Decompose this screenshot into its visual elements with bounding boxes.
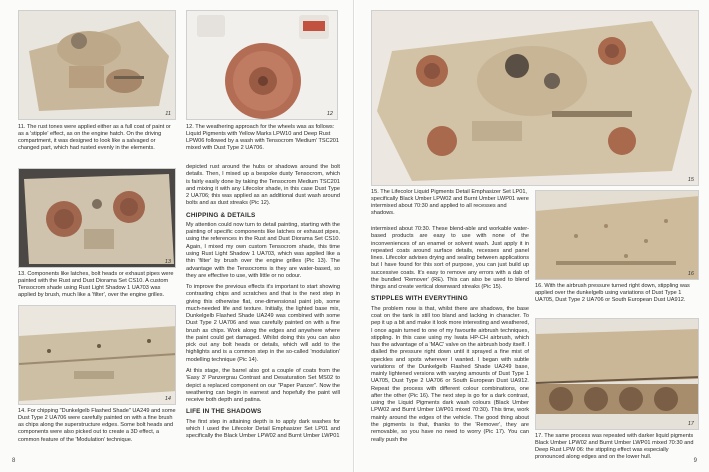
caption-12: 12. The weathering approach for the wheels was as follows: Liquid Pigments with Yellow Marks LPW10 and Deep Rust LPW06 followed by a wash with Tensocrom 'Medium' TSC201 mixed with Dust Type 2 UA706.: [186, 124, 340, 152]
tank-top-image: [372, 11, 699, 186]
photo-number: 11: [165, 111, 171, 117]
right-page: [355, 0, 709, 472]
engine-deck-image: [19, 169, 176, 268]
photo-number: 14: [164, 396, 171, 402]
hull-side-image: [19, 306, 176, 405]
lower-hull-image: [536, 319, 699, 430]
right-body-column: [371, 226, 529, 448]
section-heading: LIFE IN THE SHADOWS: [186, 408, 262, 416]
photo-11: [18, 10, 176, 120]
body-paragraph: My attention could now turn to detail painting, starting with the painting of specific components like latches or exhaust pipes, using the references in the Rust and Dust Diorama Set CS10. Again, I mixed my own custom Tensocrom shade, this time using Rust Light Shadow 1 UA703, which was applied like a thin 'filter' by brush over the engine grilles (Pic 13). The advantage with the Tensocroms is they are water-based, so they are effective to use, with little or no odour.: [186, 221, 340, 279]
body-paragraph: The first step in attaining depth is to apply dark washes for which I used the Lifecolor Detail Emphasizer Set LP01 and specifically the Black Umber LPW02 and Burnt Umber LWP01: [186, 418, 340, 440]
left-body-column: [186, 164, 340, 444]
photo-number: 16: [687, 271, 694, 277]
photo-number: 13: [164, 259, 171, 265]
caption-16: 16. With the airbrush pressure turned right down, stippling was applied over the dunkelgelb using variations of Dust Type 1 UA705, Dust Type 2 UA706 or South European Dust UA912.: [535, 283, 690, 304]
section-heading: STIPPLES WITH EVERYTHING: [371, 295, 468, 303]
stipple-detail-image: [536, 191, 699, 280]
wheel-image: [187, 11, 338, 120]
page-number: 9: [693, 458, 697, 464]
photo-13: [18, 168, 176, 268]
section-heading: CHIPPING & DETAILS: [186, 211, 256, 219]
photo-number: 15: [687, 177, 694, 183]
photo-number: 17: [687, 421, 694, 427]
left-page: [0, 0, 354, 472]
body-paragraph: To improve the previous effects it's important to start showing contrasting chips and scratches and that is the next step in giving this otherwise flat, one-dimensional paint job, some much-needed life and texture. Initially, the lighted base mix, Dunkelgelb Flashed Shade UA249 was combined with some Dust Type 2 UA706 and was carefully painted on with a fine brush as chips. Work along the edges and anywhere where the paint could get damaged. Whilst doing this you can also pick out any bolt heads or details, which will add to the highlights and is a common step in the so-called 'modulation' modelling technique (Pic 14).: [186, 284, 340, 363]
caption-14: 14. For chipping "Dunkelgelb Flashed Shade" UA249 and some Dust Type 2 UA706 were carefully painted on with a fine brush as chips along the superstructure edges. Some bolt heads and components were also picked out to create a 3D effect, a common feature of the 'Modulation' technique.: [18, 408, 176, 443]
body-paragraph: At this stage, the barrel also got a couple of coats from the 'Easy 3' Panzergrau Contrast and Desaturation Set MS02 to depict a replaced component on our "Paper Panzer". Now the weathering can begin in earnest and hopefully the paint will receive both depth and patina.: [186, 367, 340, 404]
photo-17: [535, 318, 699, 430]
body-paragraph: depicted rust around the hubs or shadows around the bolt details. Then, I mixed up a bespoke dusty Tensocrom, which is fairly easily done by taking the Tensocrom Medium TSC201 and mixing it with any Lifecolor shade, in this case Dust Type 2 UA706; this was applied as an additional dust wash around bolts and as dust streaks (Pic 12).: [186, 164, 340, 207]
caption-17: 17. The same process was repeated with darker liquid pigments Black Umber LPW02 and Burnt Umber LWP01 mixed 70:30 and Deep Rust LPW 06: the stippling effect was especially pronounced along edges and on the lower hull.: [535, 433, 694, 461]
photo-15: [371, 10, 699, 186]
photo-14: [18, 305, 176, 405]
photo-12: [186, 10, 338, 120]
photo-number: 12: [326, 111, 333, 117]
body-paragraph: The problem now is that, whilst there are shadows, the base coat on the tank is still too bland and lacking in character. To pep it up a bit and make it look more interesting and weathered, I once again turned to one of my favourite airbrush techniques, stippling. In this case using my Iwata HP-CH airbrush, which has the advantage of a 'MAC' valve on the airbrush body itself. I dialled the pressure right down until it sprayed a fine mist of speckles and spots wherever I wanted. I began with subtle variations of the Dunkelgelb Flashed Shade UA249 base, mainly lightened versions with varying amounts of Dust Type 1 UA705, Dust Type 2 UA706 or South European Dust UA912. Repeat the process with different colour combinations, one after the other (Pic 16). The next step is go for a dark contrast, using the Liquid Pigments dark wash colours (Black Umber LPW02 and Burnt Umber LWP01 mixed 70:30). This time, work mainly around the edges of the vehicle. The good thing about the pigments is that, thanks to the 'Remover', they are removable, so you have no need to worry (Pic 17). You can really push the: [371, 305, 529, 443]
caption-15: 15. The Lifecolor Liquid Pigments Detail Emphasizer Set LP01, specifically Black Umber LPW02 and Burnt Umber LWP01 were intermixed about 70:30 and applied to all recesses and shadows.: [371, 189, 529, 217]
body-paragraph: intermixed about 70:30. These blend-able and workable water-based products are easy to use with none of the inconveniences of an enamel or solvent wash. Just apply it in repeated coats around surface details, recesses and panel lines. Lifecolor advises drying and sealing between applications but I have found for this sort of purpose, you can just build up successive coats. It's easy to remove any errors with a dab of the bundled 'Remover' (RE). This can also be used to blend things and create vertical downward streaks (Pic 15).: [371, 226, 529, 291]
page-number: 8: [12, 458, 16, 464]
caption-11: 11. The rust tones were applied either as a full coat of paint or as a 'stipple' effect, as on the engine hatch. On the driving compartment, it was designed to look like a salvaged or changed part, which had rusted evenly in the elements.: [18, 124, 171, 152]
caption-13: 13. Components like latches, bolt heads or exhaust pipes were painted with the Rust and Dust Diorama Set CS10. A custom Tensocrom shade using Rust Light Shadow 1 UA703 was applied by brush, much like a 'filter', over the engine grilles.: [18, 271, 174, 299]
tank-hull-image: [19, 11, 176, 120]
photo-16: [535, 190, 699, 280]
